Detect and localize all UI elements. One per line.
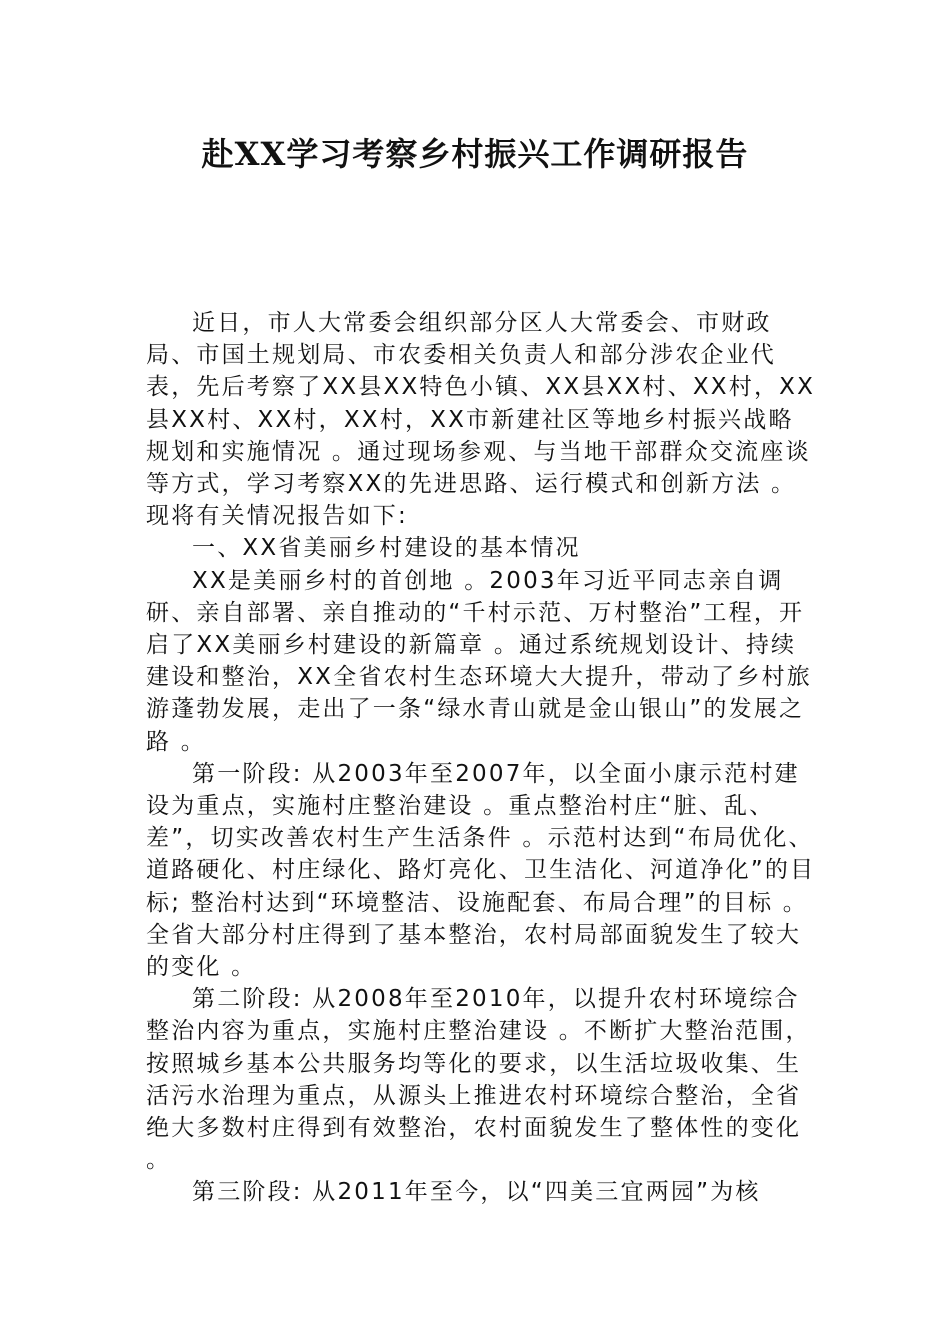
- paragraph-stage-1: 第一阶段: 从2003年至2007年，以全面小康示范村建设为重点，实施村庄整治建设 。重点整治村庄“脏、乱、差”，切实改善农村生产生活条件 。示范村达到“布局优化、道路硬化、村庄绿化、路灯亮化、卫生洁化、河道净化”的目标; 整治村达到“环境整洁、设施配套、布局合理”的目标 。全省大部分村庄得到了基本整治，农村局部面貌发生了较大的变化 。: [146, 760, 816, 981]
- paragraph-intro: 近日，市人大常委会组织部分区人大常委会、市财政局、市国土规划局、市农委相关负责人和部分涉农企业代表，先后考察了XX县XX特色小镇、XX县XX村、XX村，XX县XX村、XX村，XX村，XX市新建社区等地乡村振兴战略规划和实施情况 。通过现场参观、与当地干部群众交流座谈等方式，学习考察XX的先进思路、运行模式和创新方法 。现将有关情况报告如下:: [146, 310, 816, 530]
- paragraph-overview: XX是美丽乡村的首创地 。2003年习近平同志亲自调研、亲自部署、亲自推动的“千村示范、万村整治”工程，开启了XX美丽乡村建设的新篇章 。通过系统规划设计、持续建设和整治，XX全省农村生态环境大大提升，带动了乡村旅游蓬勃发展，走出了一条“绿水青山就是金山银山”的发展之路 。: [146, 567, 812, 755]
- paragraph-stage-3: 第三阶段: 从2011年至今，以“四美三宜两园”为核: [192, 1179, 761, 1206]
- paragraph-stage-2: 第二阶段: 从2008年至2010年，以提升农村环境综合整治内容为重点，实施村庄整治建设 。不断扩大整治范围，按照城乡基本公共服务均等化的要求，以生活垃圾收集、生活污水治理为重点，从源头上推进农村环境综合整治，全省绝大多数村庄得到有效整治，农村面貌发生了整体性的变化 。: [146, 986, 811, 1174]
- document-body: [146, 307, 818, 1209]
- section-heading-1: 一、XX省美丽乡村建设的基本情况: [192, 535, 581, 562]
- document-title: 赴XX学习考察乡村振兴工作调研报告: [201, 135, 749, 173]
